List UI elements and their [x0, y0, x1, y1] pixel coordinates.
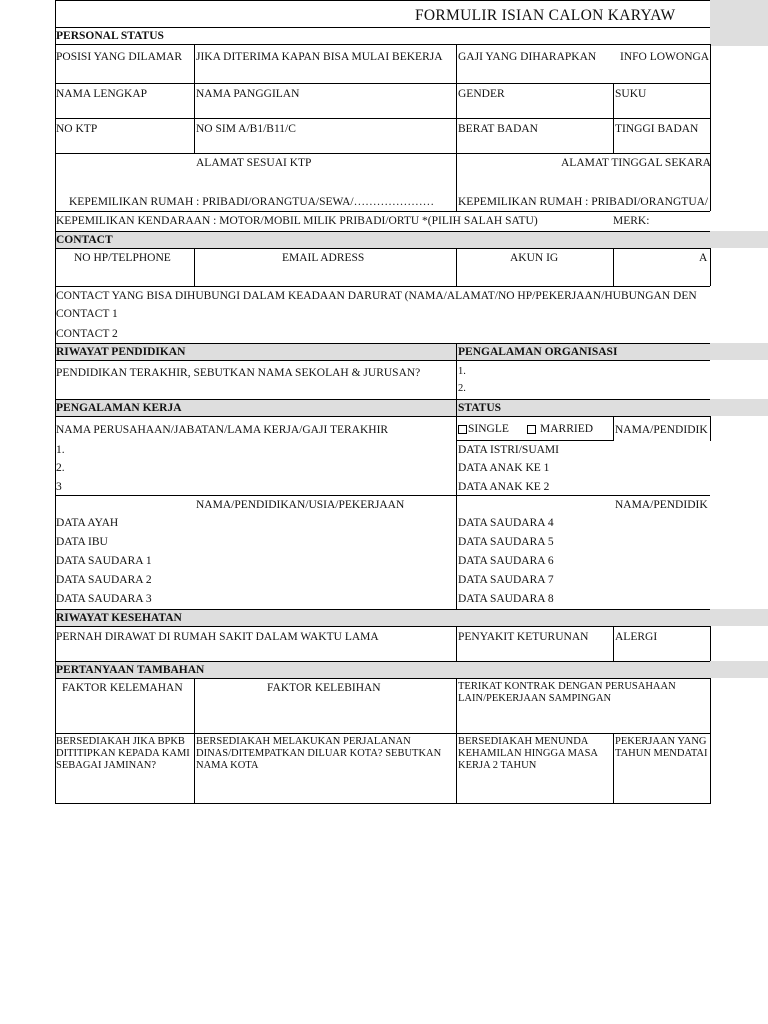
- rule: [55, 661, 710, 662]
- rule: [710, 626, 711, 661]
- field-status-nama-pendidikan: NAMA/PENDIDIK: [615, 424, 708, 436]
- kesehatan-header: RIWAYAT KESEHATAN: [56, 612, 182, 624]
- contact-band: [55, 231, 768, 248]
- field-berat-badan[interactable]: BERAT BADAN: [458, 123, 538, 135]
- rule: [710, 416, 711, 441]
- field-menunda-kehamilan[interactable]: BERSEDIAKAH MENUNDA KEHAMILAN HINGGA MASA KERJA 2 TAHUN: [458, 736, 598, 771]
- rule: [55, 609, 710, 610]
- pendidikan-header: RIWAYAT PENDIDIKAN: [56, 346, 186, 358]
- field-gender[interactable]: GENDER: [458, 88, 505, 100]
- field-kendaraan[interactable]: KEPEMILIKAN KENDARAAN : MOTOR/MOBIL MILIK PRIBADI/ORTU *(PILIH SALAH SATU): [56, 215, 538, 227]
- field-posisi[interactable]: POSISI YANG DILAMAR: [56, 51, 183, 63]
- rule: [456, 626, 457, 661]
- field-gaji[interactable]: GAJI YANG DIHARAPKAN: [458, 51, 597, 63]
- field-data-anak-1[interactable]: DATA ANAK KE 1: [458, 462, 550, 474]
- field-dinas[interactable]: BERSEDIAKAH MELAKUKAN PERJALANAN DINAS/DITEMPATKAN DILUAR KOTA? SEBUTKAN NAMA KOTA: [196, 736, 442, 771]
- title-band-right: [710, 0, 768, 46]
- rule: [55, 733, 710, 734]
- personal-status-header: PERSONAL STATUS: [56, 30, 164, 42]
- status-header: STATUS: [458, 402, 502, 414]
- kerja-item-2[interactable]: 2.: [56, 462, 65, 474]
- married-label: MARRIED: [540, 423, 594, 435]
- clip-right: [458, 193, 710, 209]
- rule: [55, 231, 710, 232]
- field-penyakit-keturunan[interactable]: PENYAKIT KETURUNAN: [458, 631, 589, 643]
- field-contact-2[interactable]: CONTACT 2: [56, 328, 118, 340]
- rule: [613, 83, 614, 154]
- field-alergi[interactable]: ALERGI: [615, 631, 658, 643]
- kerja-item-3[interactable]: 3: [56, 481, 62, 493]
- field-faktor-kelemahan[interactable]: FAKTOR KELEMAHAN: [62, 682, 183, 694]
- rule: [55, 44, 710, 45]
- field-alamat-ktp[interactable]: ALAMAT SESUAI KTP: [196, 157, 312, 169]
- field-alamat-tinggal[interactable]: ALAMAT TINGGAL SEKARA: [561, 157, 711, 169]
- field-contact-col4[interactable]: A: [699, 252, 708, 264]
- rule: [55, 83, 710, 84]
- field-data-saudara-2[interactable]: DATA SAUDARA 2: [56, 574, 152, 586]
- field-nama-panggilan[interactable]: NAMA PANGGILAN: [196, 88, 300, 100]
- field-data-ibu[interactable]: DATA IBU: [56, 536, 108, 548]
- rule: [55, 803, 710, 804]
- single-checkbox[interactable]: [458, 425, 467, 434]
- organisasi-header: PENGALAMAN ORGANISASI: [458, 346, 618, 358]
- organisasi-item-1[interactable]: 1.: [458, 366, 466, 377]
- field-pekerjaan-mendatang[interactable]: PEKERJAAN YANG TAHUN MENDATAI: [615, 736, 708, 759]
- field-email[interactable]: EMAIL ADRESS: [282, 252, 365, 264]
- contact-header: CONTACT: [56, 234, 113, 246]
- field-riwayat-kerja[interactable]: NAMA PERUSAHAAN/JABATAN/LAMA KERJA/GAJI TERAKHIR: [56, 424, 389, 436]
- organisasi-item-2[interactable]: 2.: [458, 383, 466, 394]
- field-contact-darurat[interactable]: CONTACT YANG BISA DIHUBUNGI DALAM KEADAAN DARURAT (NAMA/ALAMAT/NO HP/PEKERJAAN/HUBUNGAN DEN: [56, 290, 697, 302]
- field-tinggi-badan[interactable]: TINGGI BADAN: [615, 123, 699, 135]
- field-data-saudara-3[interactable]: DATA SAUDARA 3: [56, 593, 152, 605]
- field-data-saudara-6[interactable]: DATA SAUDARA 6: [458, 555, 554, 567]
- keluarga-col-header-right: NAMA/PENDIDIK: [615, 499, 708, 511]
- field-pendidikan-terakhir[interactable]: PENDIDIKAN TERAKHIR, SEBUTKAN NAMA SEKOLAH & JURUSAN?: [56, 367, 421, 379]
- rule: [55, 153, 710, 154]
- rule: [456, 44, 457, 211]
- field-data-saudara-1[interactable]: DATA SAUDARA 1: [56, 555, 152, 567]
- rule: [55, 211, 710, 212]
- rule: [710, 44, 711, 211]
- rule: [710, 248, 711, 286]
- kerja-item-1[interactable]: 1.: [56, 444, 65, 456]
- field-data-saudara-8[interactable]: DATA SAUDARA 8: [458, 593, 554, 605]
- rule: [55, 416, 710, 417]
- rule: [55, 248, 710, 249]
- field-contact-1[interactable]: CONTACT 1: [56, 308, 118, 320]
- married-checkbox[interactable]: [527, 425, 536, 434]
- single-label: SINGLE: [468, 423, 509, 435]
- rule: [613, 626, 614, 661]
- rule: [194, 678, 195, 804]
- field-suku[interactable]: SUKU: [615, 88, 647, 100]
- rule: [613, 248, 614, 286]
- field-akun-ig[interactable]: AKUN IG: [510, 252, 559, 264]
- status-married-option[interactable]: [527, 422, 593, 436]
- field-data-ayah[interactable]: DATA AYAH: [56, 517, 119, 529]
- field-mulai-bekerja[interactable]: JIKA DITERIMA KAPAN BISA MULAI BEKERJA: [196, 51, 443, 63]
- rule: [55, 495, 710, 496]
- rule: [55, 118, 710, 119]
- form-title: FORMULIR ISIAN CALON KARYAW: [415, 7, 676, 24]
- field-merk[interactable]: MERK:: [613, 215, 650, 227]
- rule: [55, 678, 710, 679]
- rule: [456, 343, 457, 609]
- field-data-saudara-7[interactable]: DATA SAUDARA 7: [458, 574, 554, 586]
- rule: [194, 248, 195, 286]
- field-faktor-kelebihan[interactable]: FAKTOR KELEBIHAN: [267, 682, 381, 694]
- rule: [55, 343, 710, 344]
- field-data-istri[interactable]: DATA ISTRI/SUAMI: [458, 444, 559, 456]
- rule: [55, 399, 710, 400]
- field-kepemilikan-rumah-tinggal[interactable]: KEPEMILIKAN RUMAH : PRIBADI/ORANGTUA/: [458, 196, 709, 208]
- rule: [55, 0, 710, 1]
- rule: [55, 626, 710, 627]
- tambahan-header: PERTANYAAN TAMBAHAN: [56, 664, 205, 676]
- field-data-saudara-4[interactable]: DATA SAUDARA 4: [458, 517, 554, 529]
- status-single-option[interactable]: [458, 422, 509, 436]
- field-info-lowongan[interactable]: INFO LOWONGA: [620, 51, 710, 63]
- rule: [456, 678, 457, 804]
- field-no-ktp[interactable]: NO KTP: [56, 123, 98, 135]
- field-no-hp[interactable]: NO HP/TELPHONE: [74, 252, 171, 264]
- clip-pekerjaan: [614, 735, 710, 775]
- field-data-anak-2[interactable]: DATA ANAK KE 2: [458, 481, 550, 493]
- field-bpkb[interactable]: BERSEDIAKAH JIKA BPKB DITITIPKAN KEPADA KAMI SEBAGAI JAMINAN?: [56, 736, 190, 771]
- rule: [456, 248, 457, 286]
- rule: [456, 440, 613, 441]
- rule: [194, 44, 195, 154]
- rule: [55, 27, 710, 28]
- field-data-saudara-5[interactable]: DATA SAUDARA 5: [458, 536, 554, 548]
- rule: [710, 678, 711, 804]
- field-kepemilikan-rumah-ktp[interactable]: KEPEMILIKAN RUMAH : PRIBADI/ORANGTUA/SEWA/…………………: [69, 196, 435, 208]
- rule: [55, 360, 710, 361]
- field-no-sim[interactable]: NO SIM A/B1/B11/C: [196, 123, 296, 135]
- field-dirawat[interactable]: PERNAH DIRAWAT DI RUMAH SAKIT DALAM WAKTU LAMA: [56, 631, 379, 643]
- field-terikat-kontrak[interactable]: TERIKAT KONTRAK DENGAN PERUSAHAAN LAIN/PEKERJAAN SAMPINGAN: [458, 681, 676, 704]
- field-nama-lengkap[interactable]: NAMA LENGKAP: [56, 88, 148, 100]
- clip-darurat: [55, 287, 710, 305]
- kerja-header: PENGALAMAN KERJA: [56, 402, 182, 414]
- keluarga-col-header: NAMA/PENDIDIKAN/USIA/PEKERJAAN: [196, 499, 405, 511]
- rule: [613, 416, 614, 441]
